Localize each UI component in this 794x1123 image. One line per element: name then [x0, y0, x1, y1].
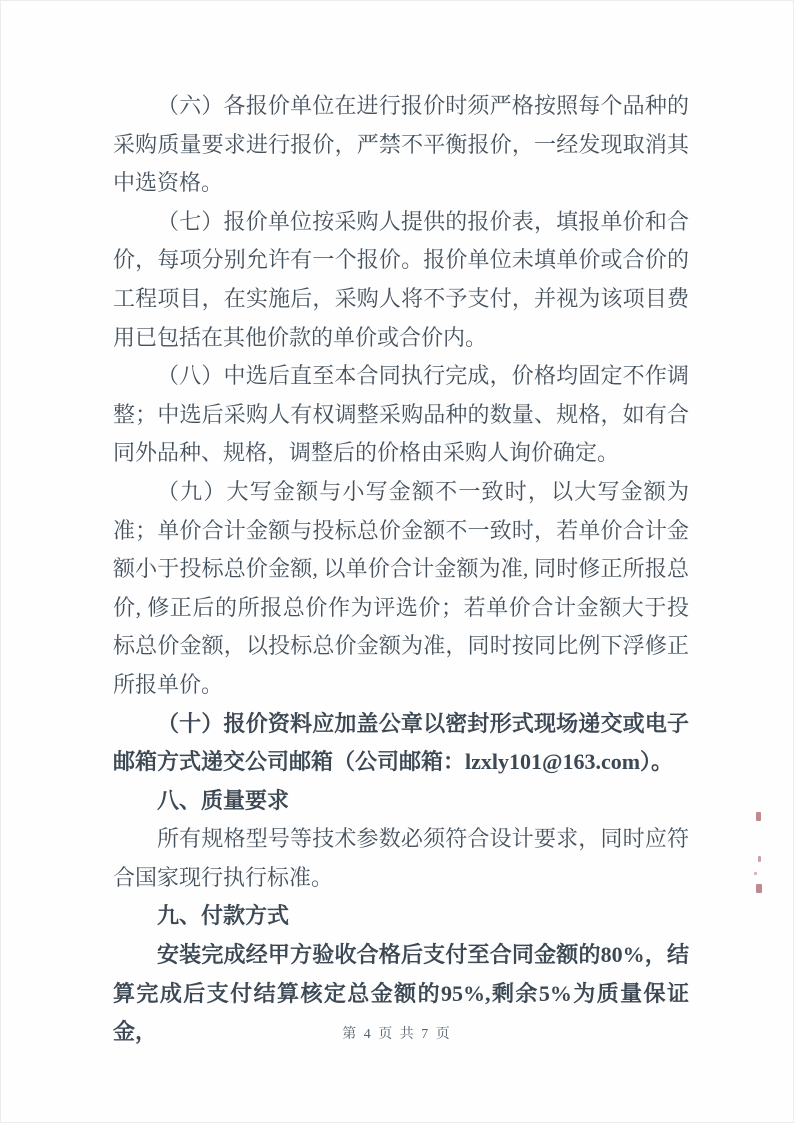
page-number: 第 4 页 共 7 页 — [342, 1027, 452, 1042]
red-scan-artifact — [754, 872, 757, 875]
red-scan-artifact — [756, 812, 761, 821]
paragraph: 安装完成经甲方验收合格后支付至合同金额的80%，结算完成后支付结算核定总金额的95%,剩余5%为质量保证金， — [113, 942, 689, 1045]
paragraph: （十）报价资料应加盖公章以密封形式现场递交或电子邮箱方式递交公司邮箱（公司邮箱：lzxly101@163.com）。 — [113, 710, 689, 775]
paragraph: （九）大写金额与小写金额不一致时，以大写金额为准；单价合计金额与投标总价金额不一致时，若单价合计金额小于投标总价金额, 以单价合计金额为准, 同时修正所报总价, 修正后的所报总价作为评选价；若单价合计金额大于投标总价金额，以投标总价金额为准，同时按同比例下浮修正所报单价。 — [113, 478, 689, 697]
section-heading: 八、质量要求 — [157, 787, 290, 813]
paragraph: 所有规格型号等技术参数必须符合设计要求，同时应符合国家现行执行标准。 — [113, 826, 689, 890]
document-body — [113, 87, 689, 1052]
paragraph: （六）各报价单位在进行报价时须严格按照每个品种的采购质量要求进行报价，严禁不平衡报价，一经发现取消其中选资格。 — [113, 93, 689, 196]
page-footer — [1, 1023, 793, 1043]
paragraph: （八）中选后直至本合同执行完成，价格均固定不作调整；中选后采购人有权调整采购品种的数量、规格，如有合同外品种、规格，调整后的价格由采购人询价确定。 — [113, 363, 689, 466]
section-heading: 九、付款方式 — [157, 903, 290, 929]
red-scan-artifact — [758, 856, 761, 862]
red-scan-artifact — [756, 884, 762, 893]
paragraph: （七）报价单位按采购人提供的报价表，填报单价和合价，每项分别允许有一个报价。报价单位未填单价或合价的工程项目，在实施后，采购人将不予支付，并视为该项目费用已包括在其他价款的单价或合价内。 — [113, 208, 689, 350]
